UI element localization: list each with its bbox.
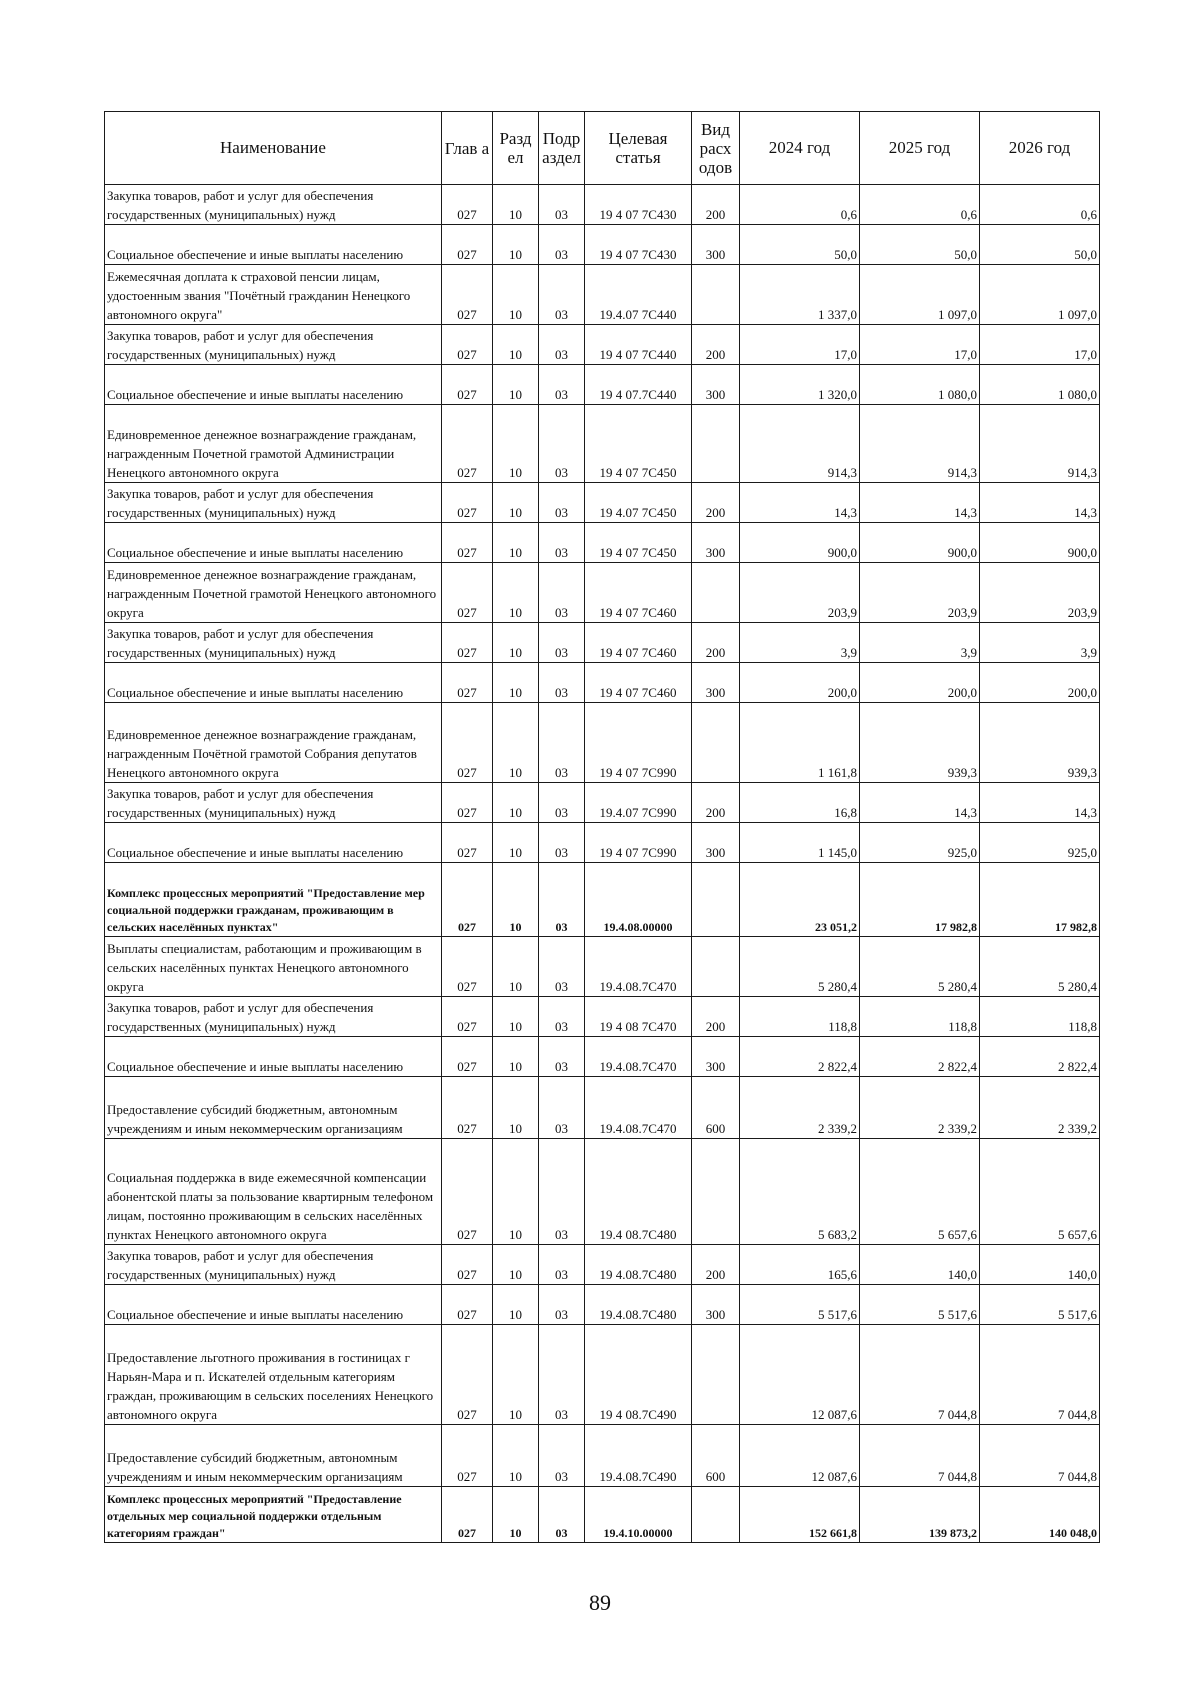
cell-2026: 200,0 (980, 663, 1100, 703)
cell-name: Закупка товаров, работ и услуг для обеспечения государственных (муниципальных) нужд (105, 185, 442, 225)
cell-2025: 17,0 (860, 325, 980, 365)
cell-2026: 5 657,6 (980, 1139, 1100, 1245)
cell-razdel: 10 (493, 1077, 539, 1139)
cell-2025: 939,3 (860, 703, 980, 783)
table-row (105, 325, 1100, 365)
cell-name: Социальное обеспечение и иные выплаты населению (105, 1285, 442, 1325)
cell-2025: 1 097,0 (860, 265, 980, 325)
table-row (105, 563, 1100, 623)
budget-table (104, 111, 1100, 1543)
cell-razdel: 10 (493, 823, 539, 863)
cell-celevaya-statya: 19 4 07 7С450 (585, 405, 692, 483)
table-row (105, 623, 1100, 663)
cell-celevaya-statya: 19.4.08.7С470 (585, 1077, 692, 1139)
cell-name: Комплекс процессных мероприятий "Предоставление отдельных мер социальной поддержки отдельным категориям граждан" (105, 1487, 442, 1543)
cell-2026: 3,9 (980, 623, 1100, 663)
cell-vid-rashodov (692, 1487, 740, 1543)
cell-glava: 027 (442, 1139, 493, 1245)
cell-2025: 50,0 (860, 225, 980, 265)
table-row (105, 185, 1100, 225)
cell-2024: 203,9 (740, 563, 860, 623)
cell-2026: 17 982,8 (980, 863, 1100, 937)
cell-glava: 027 (442, 365, 493, 405)
cell-2026: 17,0 (980, 325, 1100, 365)
cell-celevaya-statya: 19.4.08.7С490 (585, 1425, 692, 1487)
cell-podrazdel: 03 (539, 483, 585, 523)
cell-name: Единовременное денежное вознаграждение гражданам, награжденным Почетной грамотой Ненецкого автономного округа (105, 563, 442, 623)
cell-name: Закупка товаров, работ и услуг для обеспечения государственных (муниципальных) нужд (105, 325, 442, 365)
cell-2024: 12 087,6 (740, 1325, 860, 1425)
cell-vid-rashodov: 300 (692, 365, 740, 405)
table-row (105, 225, 1100, 265)
cell-name: Социальное обеспечение и иные выплаты населению (105, 523, 442, 563)
cell-razdel: 10 (493, 937, 539, 997)
cell-glava: 027 (442, 325, 493, 365)
table-row (105, 823, 1100, 863)
budget-table-sheet (104, 111, 1100, 1543)
cell-podrazdel: 03 (539, 405, 585, 483)
cell-podrazdel: 03 (539, 663, 585, 703)
cell-vid-rashodov: 300 (692, 1285, 740, 1325)
cell-razdel: 10 (493, 325, 539, 365)
cell-celevaya-statya: 19.4.08.00000 (585, 863, 692, 937)
cell-2024: 1 145,0 (740, 823, 860, 863)
cell-podrazdel: 03 (539, 1037, 585, 1077)
cell-podrazdel: 03 (539, 365, 585, 405)
cell-2026: 7 044,8 (980, 1425, 1100, 1487)
cell-glava: 027 (442, 703, 493, 783)
cell-2025: 5 280,4 (860, 937, 980, 997)
cell-name: Предоставление субсидий бюджетным, автономным учреждениям и иным некоммерческим организациям (105, 1077, 442, 1139)
cell-vid-rashodov: 300 (692, 523, 740, 563)
cell-name: Предоставление субсидий бюджетным, автономным учреждениям и иным некоммерческим организациям (105, 1425, 442, 1487)
cell-vid-rashodov: 300 (692, 663, 740, 703)
cell-glava: 027 (442, 783, 493, 823)
cell-2024: 12 087,6 (740, 1425, 860, 1487)
header-podrazdel: Подр аздел (539, 112, 585, 185)
cell-razdel: 10 (493, 563, 539, 623)
header-razdel: Разд ел (493, 112, 539, 185)
cell-2024: 16,8 (740, 783, 860, 823)
cell-glava: 027 (442, 937, 493, 997)
cell-2026: 2 822,4 (980, 1037, 1100, 1077)
table-row (105, 1487, 1100, 1543)
cell-celevaya-statya: 19 4 07 7С440 (585, 325, 692, 365)
cell-name: Закупка товаров, работ и услуг для обеспечения государственных (муниципальных) нужд (105, 623, 442, 663)
cell-razdel: 10 (493, 265, 539, 325)
cell-vid-rashodov: 200 (692, 185, 740, 225)
cell-glava: 027 (442, 523, 493, 563)
cell-2025: 139 873,2 (860, 1487, 980, 1543)
cell-2026: 50,0 (980, 225, 1100, 265)
cell-name: Предоставление льготного проживания в гостиницах г Нарьян-Мара и п. Искателей отдельным категориям граждан, проживающим в сельских поселениях Ненецкого автономного округа (105, 1325, 442, 1425)
cell-2025: 118,8 (860, 997, 980, 1037)
cell-vid-rashodov: 200 (692, 997, 740, 1037)
cell-razdel: 10 (493, 405, 539, 483)
cell-podrazdel: 03 (539, 997, 585, 1037)
cell-razdel: 10 (493, 1285, 539, 1325)
header-2025: 2025 год (860, 112, 980, 185)
cell-2024: 3,9 (740, 623, 860, 663)
cell-2025: 14,3 (860, 783, 980, 823)
table-row (105, 483, 1100, 523)
cell-glava: 027 (442, 483, 493, 523)
cell-glava: 027 (442, 185, 493, 225)
cell-2025: 5 657,6 (860, 1139, 980, 1245)
table-row (105, 997, 1100, 1037)
cell-2026: 5 280,4 (980, 937, 1100, 997)
cell-razdel: 10 (493, 623, 539, 663)
cell-name: Социальное обеспечение и иные выплаты населению (105, 823, 442, 863)
cell-glava: 027 (442, 663, 493, 703)
cell-2024: 17,0 (740, 325, 860, 365)
cell-celevaya-statya: 19.4.07 7С990 (585, 783, 692, 823)
cell-2025: 0,6 (860, 185, 980, 225)
cell-celevaya-statya: 19 4.07 7С450 (585, 483, 692, 523)
cell-celevaya-statya: 19 4 07 7С460 (585, 563, 692, 623)
cell-2026: 914,3 (980, 405, 1100, 483)
cell-podrazdel: 03 (539, 325, 585, 365)
cell-razdel: 10 (493, 1487, 539, 1543)
cell-name: Закупка товаров, работ и услуг для обеспечения государственных (муниципальных) нужд (105, 783, 442, 823)
cell-razdel: 10 (493, 483, 539, 523)
cell-2024: 5 280,4 (740, 937, 860, 997)
cell-vid-rashodov: 600 (692, 1077, 740, 1139)
cell-razdel: 10 (493, 185, 539, 225)
cell-2026: 118,8 (980, 997, 1100, 1037)
table-row (105, 863, 1100, 937)
cell-2026: 14,3 (980, 483, 1100, 523)
cell-razdel: 10 (493, 1245, 539, 1285)
cell-celevaya-statya: 19.4 08.7С480 (585, 1139, 692, 1245)
cell-podrazdel: 03 (539, 1245, 585, 1285)
cell-name: Комплекс процессных мероприятий "Предоставление мер социальной поддержки гражданам, проживающим в сельских населённых пунктах" (105, 863, 442, 937)
cell-2026: 140 048,0 (980, 1487, 1100, 1543)
table-row (105, 1425, 1100, 1487)
cell-vid-rashodov: 200 (692, 1245, 740, 1285)
cell-celevaya-statya: 19 4 07 7С450 (585, 523, 692, 563)
cell-2026: 925,0 (980, 823, 1100, 863)
cell-vid-rashodov: 300 (692, 1037, 740, 1077)
cell-name: Выплаты специалистам, работающим и проживающим в сельских населённых пунктах Ненецкого автономного округа (105, 937, 442, 997)
header-glava: Глав а (442, 112, 493, 185)
cell-podrazdel: 03 (539, 185, 585, 225)
cell-celevaya-statya: 19.4.08.7С480 (585, 1285, 692, 1325)
cell-2024: 2 339,2 (740, 1077, 860, 1139)
cell-celevaya-statya: 19 4 08.7С490 (585, 1325, 692, 1425)
cell-vid-rashodov (692, 1325, 740, 1425)
table-row (105, 1245, 1100, 1285)
header-2024: 2024 год (740, 112, 860, 185)
cell-razdel: 10 (493, 365, 539, 405)
cell-podrazdel: 03 (539, 225, 585, 265)
cell-vid-rashodov: 200 (692, 783, 740, 823)
table-row (105, 1325, 1100, 1425)
cell-name: Социальная поддержка в виде ежемесячной компенсации абонентской платы за пользование квартирным телефоном лицам, постоянно проживающим в сельских населённых пунктах Ненецкого автономного округа (105, 1139, 442, 1245)
cell-2025: 17 982,8 (860, 863, 980, 937)
cell-vid-rashodov (692, 1139, 740, 1245)
cell-razdel: 10 (493, 1325, 539, 1425)
cell-podrazdel: 03 (539, 1425, 585, 1487)
cell-2025: 203,9 (860, 563, 980, 623)
cell-podrazdel: 03 (539, 1487, 585, 1543)
cell-podrazdel: 03 (539, 563, 585, 623)
cell-2024: 5 683,2 (740, 1139, 860, 1245)
cell-2025: 900,0 (860, 523, 980, 563)
cell-razdel: 10 (493, 783, 539, 823)
cell-glava: 027 (442, 405, 493, 483)
cell-vid-rashodov (692, 863, 740, 937)
cell-vid-rashodov (692, 265, 740, 325)
cell-celevaya-statya: 19.4.08.7С470 (585, 937, 692, 997)
cell-2024: 14,3 (740, 483, 860, 523)
cell-name: Единовременное денежное вознаграждение гражданам, награжденным Почётной грамотой Собрания депутатов Ненецкого автономного округа (105, 703, 442, 783)
cell-2025: 140,0 (860, 1245, 980, 1285)
table-row (105, 703, 1100, 783)
table-row (105, 1037, 1100, 1077)
cell-2025: 200,0 (860, 663, 980, 703)
cell-glava: 027 (442, 563, 493, 623)
table-row (105, 1285, 1100, 1325)
cell-2026: 14,3 (980, 783, 1100, 823)
cell-razdel: 10 (493, 703, 539, 783)
header-vid-rashodov: Вид расх одов (692, 112, 740, 185)
cell-name: Социальное обеспечение и иные выплаты населению (105, 663, 442, 703)
cell-vid-rashodov (692, 563, 740, 623)
cell-2026: 1 097,0 (980, 265, 1100, 325)
table-row (105, 1139, 1100, 1245)
page-number: 89 (589, 1590, 611, 1615)
cell-2026: 2 339,2 (980, 1077, 1100, 1139)
cell-2024: 152 661,8 (740, 1487, 860, 1543)
cell-vid-rashodov (692, 405, 740, 483)
cell-2025: 914,3 (860, 405, 980, 483)
cell-2025: 2 339,2 (860, 1077, 980, 1139)
cell-2026: 939,3 (980, 703, 1100, 783)
cell-vid-rashodov: 300 (692, 823, 740, 863)
cell-2024: 118,8 (740, 997, 860, 1037)
cell-vid-rashodov: 200 (692, 623, 740, 663)
cell-name: Единовременное денежное вознаграждение гражданам, награжденным Почетной грамотой Администрации Ненецкого автономного округа (105, 405, 442, 483)
cell-razdel: 10 (493, 1037, 539, 1077)
cell-2026: 5 517,6 (980, 1285, 1100, 1325)
cell-celevaya-statya: 19.4.10.00000 (585, 1487, 692, 1543)
cell-podrazdel: 03 (539, 823, 585, 863)
cell-2026: 203,9 (980, 563, 1100, 623)
cell-2025: 5 517,6 (860, 1285, 980, 1325)
cell-2026: 1 080,0 (980, 365, 1100, 405)
cell-2024: 5 517,6 (740, 1285, 860, 1325)
cell-podrazdel: 03 (539, 1285, 585, 1325)
cell-2025: 2 822,4 (860, 1037, 980, 1077)
cell-podrazdel: 03 (539, 1077, 585, 1139)
header-2026: 2026 год (980, 112, 1100, 185)
cell-2025: 7 044,8 (860, 1425, 980, 1487)
header-celevaya-statya: Целевая статья (585, 112, 692, 185)
cell-vid-rashodov: 600 (692, 1425, 740, 1487)
cell-name: Социальное обеспечение и иные выплаты населению (105, 225, 442, 265)
cell-celevaya-statya: 19.4.07 7С440 (585, 265, 692, 325)
cell-razdel: 10 (493, 1139, 539, 1245)
table-row (105, 365, 1100, 405)
cell-2025: 3,9 (860, 623, 980, 663)
cell-razdel: 10 (493, 225, 539, 265)
cell-razdel: 10 (493, 1425, 539, 1487)
table-body (105, 185, 1100, 1543)
cell-glava: 027 (442, 1285, 493, 1325)
cell-glava: 027 (442, 1425, 493, 1487)
cell-2024: 165,6 (740, 1245, 860, 1285)
cell-celevaya-statya: 19 4.08.7С480 (585, 1245, 692, 1285)
cell-vid-rashodov: 200 (692, 483, 740, 523)
cell-2024: 200,0 (740, 663, 860, 703)
table-row (105, 265, 1100, 325)
cell-vid-rashodov (692, 703, 740, 783)
cell-podrazdel: 03 (539, 937, 585, 997)
cell-celevaya-statya: 19 4 07 7С460 (585, 623, 692, 663)
cell-podrazdel: 03 (539, 1139, 585, 1245)
cell-razdel: 10 (493, 523, 539, 563)
cell-2024: 2 822,4 (740, 1037, 860, 1077)
cell-celevaya-statya: 19 4 07 7С460 (585, 663, 692, 703)
cell-celevaya-statya: 19 4 08 7С470 (585, 997, 692, 1037)
cell-name: Закупка товаров, работ и услуг для обеспечения государственных (муниципальных) нужд (105, 483, 442, 523)
cell-2025: 925,0 (860, 823, 980, 863)
cell-vid-rashodov: 300 (692, 225, 740, 265)
cell-2026: 900,0 (980, 523, 1100, 563)
cell-glava: 027 (442, 1037, 493, 1077)
cell-2024: 1 161,8 (740, 703, 860, 783)
table-row (105, 783, 1100, 823)
cell-2026: 7 044,8 (980, 1325, 1100, 1425)
cell-celevaya-statya: 19 4 07 7С430 (585, 185, 692, 225)
cell-2024: 1 337,0 (740, 265, 860, 325)
cell-glava: 027 (442, 1245, 493, 1285)
table-row (105, 523, 1100, 563)
cell-2026: 0,6 (980, 185, 1100, 225)
table-row (105, 1077, 1100, 1139)
header-name: Наименование (105, 112, 442, 185)
table-header-row (105, 112, 1100, 185)
cell-celevaya-statya: 19 4 07 7С990 (585, 703, 692, 783)
cell-podrazdel: 03 (539, 783, 585, 823)
cell-name: Социальное обеспечение и иные выплаты населению (105, 365, 442, 405)
cell-razdel: 10 (493, 997, 539, 1037)
cell-celevaya-statya: 19 4 07.7С440 (585, 365, 692, 405)
cell-glava: 027 (442, 997, 493, 1037)
cell-2026: 140,0 (980, 1245, 1100, 1285)
cell-name: Закупка товаров, работ и услуг для обеспечения государственных (муниципальных) нужд (105, 997, 442, 1037)
cell-2024: 900,0 (740, 523, 860, 563)
cell-razdel: 10 (493, 863, 539, 937)
cell-podrazdel: 03 (539, 1325, 585, 1425)
cell-2024: 0,6 (740, 185, 860, 225)
cell-name: Ежемесячная доплата к страховой пенсии лицам, удостоенным звания "Почётный гражданин Ненецкого автономного округа" (105, 265, 442, 325)
cell-glava: 027 (442, 265, 493, 325)
cell-vid-rashodov (692, 937, 740, 997)
cell-2024: 23 051,2 (740, 863, 860, 937)
cell-razdel: 10 (493, 663, 539, 703)
cell-podrazdel: 03 (539, 863, 585, 937)
cell-podrazdel: 03 (539, 703, 585, 783)
cell-name: Закупка товаров, работ и услуг для обеспечения государственных (муниципальных) нужд (105, 1245, 442, 1285)
cell-glava: 027 (442, 225, 493, 265)
table-row (105, 937, 1100, 997)
cell-podrazdel: 03 (539, 265, 585, 325)
cell-2024: 50,0 (740, 225, 860, 265)
cell-2024: 1 320,0 (740, 365, 860, 405)
table-row (105, 663, 1100, 703)
cell-2025: 1 080,0 (860, 365, 980, 405)
cell-celevaya-statya: 19 4 07 7С430 (585, 225, 692, 265)
cell-podrazdel: 03 (539, 623, 585, 663)
cell-2024: 914,3 (740, 405, 860, 483)
cell-glava: 027 (442, 863, 493, 937)
cell-glava: 027 (442, 623, 493, 663)
cell-podrazdel: 03 (539, 523, 585, 563)
cell-glava: 027 (442, 1487, 493, 1543)
table-row (105, 405, 1100, 483)
cell-celevaya-statya: 19.4.08.7С470 (585, 1037, 692, 1077)
cell-vid-rashodov: 200 (692, 325, 740, 365)
cell-celevaya-statya: 19 4 07 7С990 (585, 823, 692, 863)
cell-glava: 027 (442, 1077, 493, 1139)
cell-name: Социальное обеспечение и иные выплаты населению (105, 1037, 442, 1077)
cell-2025: 7 044,8 (860, 1325, 980, 1425)
cell-glava: 027 (442, 1325, 493, 1425)
cell-2025: 14,3 (860, 483, 980, 523)
cell-glava: 027 (442, 823, 493, 863)
